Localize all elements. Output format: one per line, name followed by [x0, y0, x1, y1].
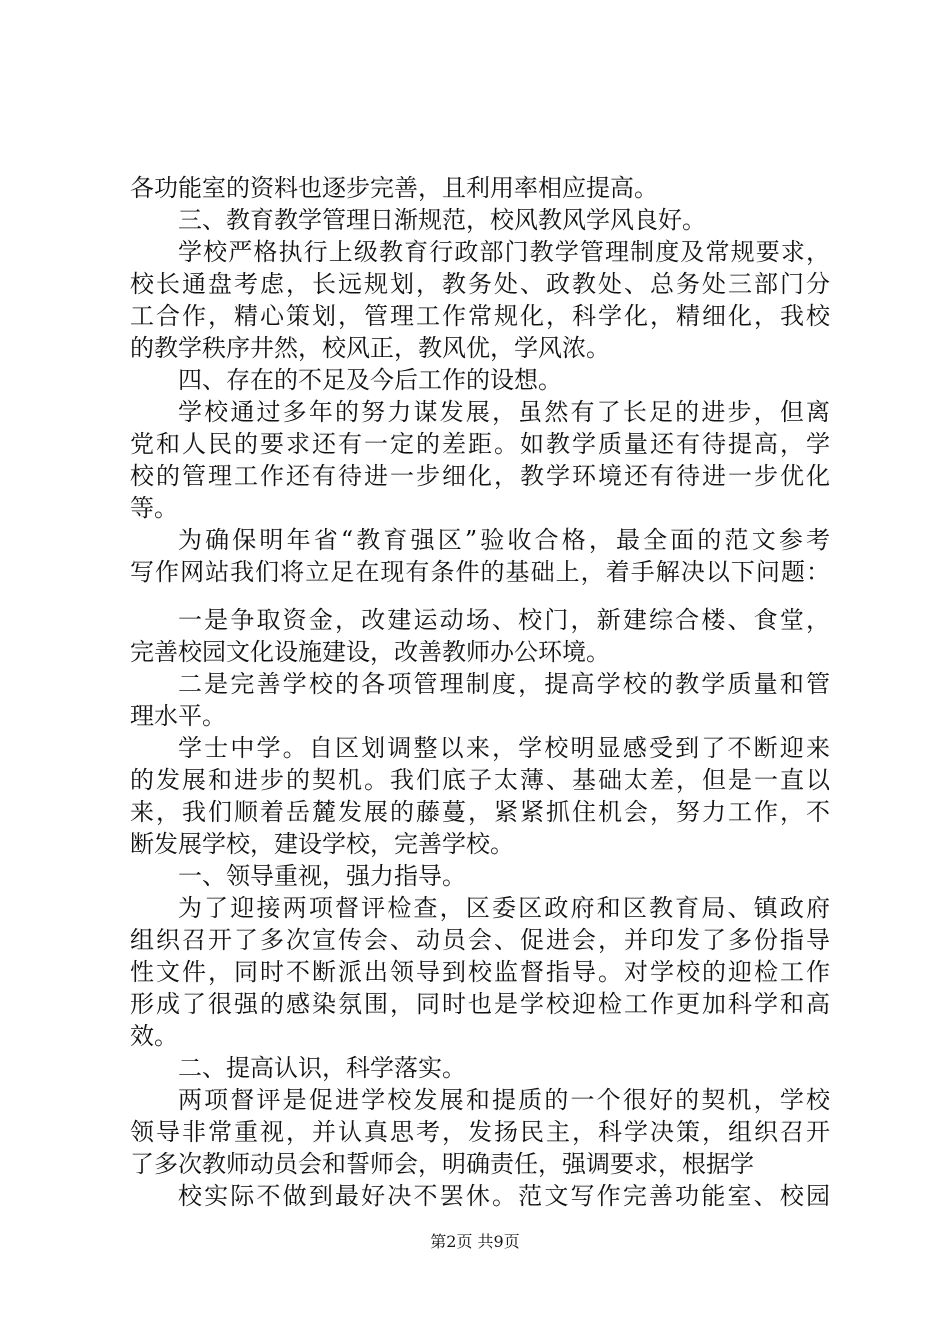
text-line: 断发展学校，建设学校，完善学校。	[130, 830, 514, 858]
text-line: 领导非常重视，并认真思考，发扬民主，科学决策，组织召开	[130, 1118, 830, 1146]
text-line: 一、领导重视，强力指导。	[178, 862, 466, 890]
text-line: 二、提高认识，科学落实。	[178, 1054, 466, 1082]
text-line: 的教学秩序井然，校风正，教风优，学风浓。	[130, 334, 610, 362]
text-line: 了多次教师动员会和誓师会，明确责任，强调要求，根据学	[130, 1150, 754, 1178]
text-line: 为确保明年省“教育强区”验收合格，最全面的范文参考	[178, 526, 830, 554]
text-line: 形成了很强的感染氛围，同时也是学校迎检工作更加科学和高	[130, 990, 830, 1018]
document-body	[130, 172, 830, 1212]
text-line: 组织召开了多次宣传会、动员会、促进会，并印发了多份指导	[130, 926, 830, 954]
text-line: 写作网站我们将立足在现有条件的基础上，着手解决以下问题：	[130, 558, 830, 586]
text-line: 党和人民的要求还有一定的差距。如教学质量还有待提高，学	[130, 430, 830, 458]
text-line: 性文件，同时不断派出领导到校监督指导。对学校的迎检工作	[130, 958, 830, 986]
text-line: 校的管理工作还有待进一步细化，教学环境还有待进一步优化	[130, 462, 830, 490]
page-footer: 第2页 共9页	[430, 1232, 520, 1251]
text-line: 两项督评是促进学校发展和提质的一个很好的契机，学校	[178, 1086, 830, 1114]
text-line: 等。	[130, 494, 178, 522]
text-line: 的发展和进步的契机。我们底子太薄、基础太差，但是一直以	[130, 766, 830, 794]
text-line: 四、存在的不足及今后工作的设想。	[178, 366, 562, 394]
text-line: 学校通过多年的努力谋发展，虽然有了长足的进步，但离	[178, 398, 830, 426]
text-line: 一是争取资金，改建运动场、校门，新建综合楼、食堂，	[178, 606, 830, 634]
text-line: 各功能室的资料也逐步完善，且利用率相应提高。	[130, 174, 658, 202]
text-line: 为了迎接两项督评检查，区委区政府和区教育局、镇政府	[178, 894, 830, 922]
text-line: 二是完善学校的各项管理制度，提高学校的教学质量和管	[178, 670, 830, 698]
text-line: 理水平。	[130, 702, 226, 730]
text-line: 校长通盘考虑，长远规划，教务处、政教处、总务处三部门分	[130, 270, 830, 298]
text-line: 学士中学。自区划调整以来，学校明显感受到了不断迎来	[178, 734, 830, 762]
text-line: 三、教育教学管理日渐规范，校风教风学风良好。	[178, 206, 706, 234]
text-line: 来，我们顺着岳麓发展的藤蔓，紧紧抓住机会，努力工作，不	[130, 798, 830, 826]
text-line: 校实际不做到最好决不罢休。范文写作完善功能室、校园	[178, 1182, 830, 1210]
text-line: 学校严格执行上级教育行政部门教学管理制度及常规要求，	[178, 238, 830, 266]
text-line: 完善校园文化设施建设，改善教师办公环境。	[130, 638, 610, 666]
text-line: 效。	[130, 1022, 178, 1050]
text-line: 工合作，精心策划，管理工作常规化，科学化，精细化，我校	[130, 302, 830, 330]
